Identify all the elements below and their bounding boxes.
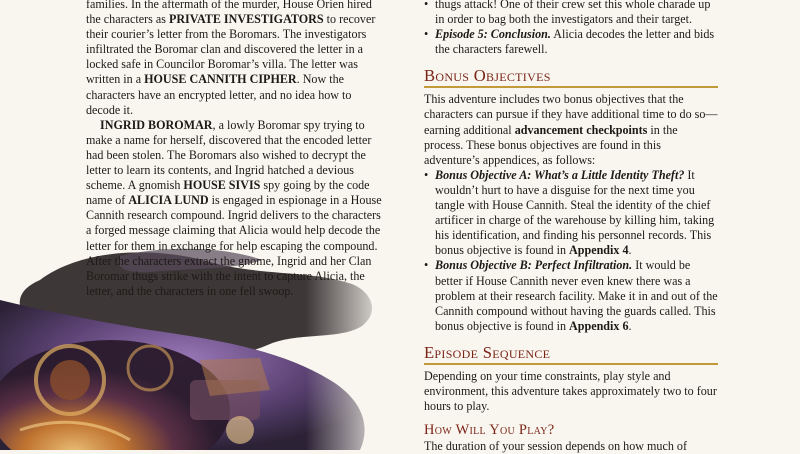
list-item-bonus-a bbox=[424, 168, 718, 259]
text-run: thugs attack! One of their crew set this whole charade up in order to bag both the investigators and their target. bbox=[435, 0, 711, 27]
paragraph-bonus-intro bbox=[424, 92, 718, 167]
heading-bonus-objectives: Bonus Objectives bbox=[424, 67, 718, 88]
bonus-a-title: Bonus Objective A: What’s a Little Identity Theft? bbox=[435, 167, 685, 182]
heading-episode-sequence: Episode Sequence bbox=[424, 344, 718, 365]
text-run: . bbox=[628, 318, 632, 333]
text-run: in the process. These bonus objectives are found in this adventure’s appendices, as follows: bbox=[424, 122, 678, 167]
keyword-alicia-lund: ALICIA LUND bbox=[128, 193, 209, 208]
heading-how-will-you-play: How Will You Play? bbox=[424, 422, 555, 439]
episode-list bbox=[424, 0, 718, 57]
text-run: It would be better if House Cannith never even knew there was a problem at their research facility. Make it in and out of the Cannith compound without having the guards called. This bonus objective is found in bbox=[435, 258, 718, 333]
text-run: is engaged in espionage in a House Cannith research compound. Ingrid delivers to the characters a forged message claiming that Alicia would help decode the letter for them in exchange for help escaping the compound. After the characters extract the gnome, Ingrid and her Clan Boromar thugs strike with the intent to capture Alicia, the letter, and the characters in one fell swoop. bbox=[86, 193, 382, 298]
episode-5-title: Episode 5: Conclusion. bbox=[435, 27, 551, 42]
text-run: , a lowly Boromar spy trying to make a name for herself, discovered that the encoded letter had been stolen. The Boromars also wished to decrypt the letter to learn its contents, and Ingrid hatched a devious scheme. A gnomish bbox=[86, 117, 372, 193]
text-run: It wouldn’t hurt to have a disguise for the next time you tangle with House Cannith. Steal the identity of the chief artificer in charge of the warehouse by killing him, taking his identification, and finding his personnel records. This bonus objective is found in bbox=[435, 167, 715, 258]
keyword-private-investigators: PRIVATE INVESTIGATORS bbox=[168, 12, 324, 27]
list-item-continued bbox=[424, 0, 718, 27]
bonus-b-title: Bonus Objective B: Perfect Infiltration. bbox=[435, 258, 633, 273]
left-column bbox=[86, 0, 386, 299]
list-item-bonus-b bbox=[424, 258, 718, 333]
keyword-ingrid-boromar: INGRID BOROMAR bbox=[100, 117, 213, 132]
appendix-6-ref: Appendix 6 bbox=[569, 318, 629, 333]
paragraph-episode-sequence: Depending on your time constraints, play style and environment, this adventure takes approximately two to four hours to play. bbox=[424, 368, 717, 414]
text-run: spy going by the code name of bbox=[86, 178, 370, 208]
text-run: families. In the aftermath of the murder, House Orien hired the characters as bbox=[86, 0, 372, 27]
right-column bbox=[424, 0, 718, 454]
appendix-4-ref: Appendix 4 bbox=[569, 243, 629, 258]
text-run: Alicia decodes the letter and bids the characters farewell. bbox=[435, 27, 715, 57]
text-run: . bbox=[628, 243, 632, 258]
list-item-episode-5 bbox=[424, 27, 718, 57]
text-run: to recover their courier’s letter from the Boromars. The investigators infiltrated the Boromar clan and discovered the letter in a locked safe in Councilor Boromar’s villa. The letter was written in a bbox=[86, 12, 376, 87]
paragraph-background bbox=[86, 0, 386, 118]
text-run: . Now the characters have an encrypted letter, and no idea how to decode it. bbox=[86, 72, 352, 117]
paragraph-ingrid bbox=[86, 118, 386, 299]
keyword-house-sivis: HOUSE SIVIS bbox=[183, 178, 261, 193]
keyword-advancement-checkpoints: advancement checkpoints bbox=[514, 122, 648, 137]
bonus-objective-list bbox=[424, 168, 718, 334]
text-run: This adventure includes two bonus objectives that the characters can pursue if they have additional time to do so—earning additional bbox=[424, 92, 718, 137]
paragraph-how-will-you-play: The duration of your session depends on how much of bbox=[424, 439, 687, 454]
keyword-house-cannith-cipher: HOUSE CANNITH CIPHER bbox=[144, 72, 297, 87]
